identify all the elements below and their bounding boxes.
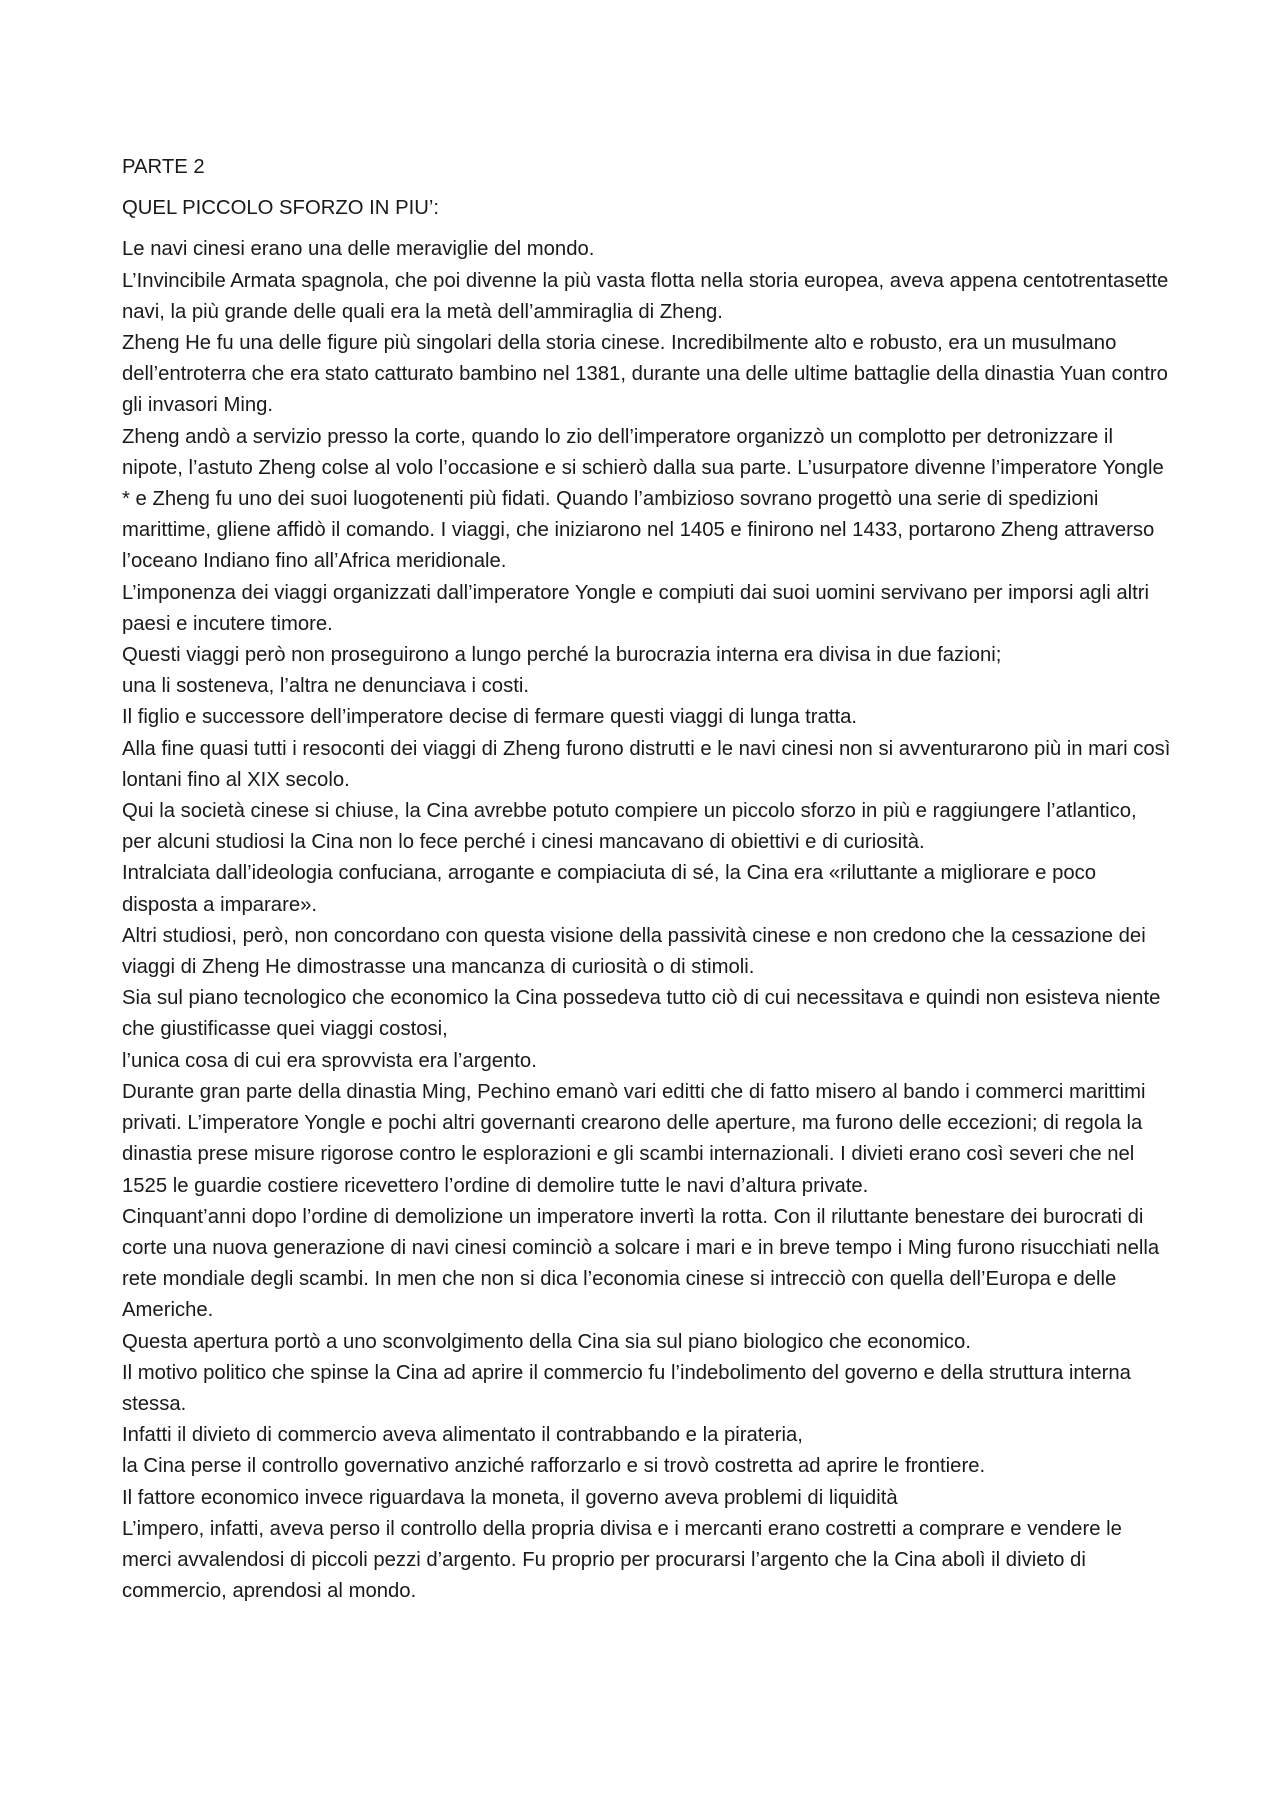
paragraph: la Cina perse il controllo governativo anziché rafforzarlo e si trovò costretta ad aprire le frontiere. <box>122 1455 986 1478</box>
document-content <box>122 152 1172 1607</box>
paragraph: Sia sul piano tecnologico che economico la Cina possedeva tutto ciò di cui necessitava e quindi non esisteva niente che giustificasse quei viaggi costosi, <box>122 987 1161 1041</box>
paragraph: L’impero, infatti, aveva perso il controllo della propria divisa e i mercanti erano costretti a comprare e vendere le merci avvalendosi di piccoli pezzi d’argento. Fu proprio per procurarsi l’argento che la Cina abolì il divieto di commercio, aprendosi al mondo. <box>122 1517 1122 1603</box>
section-title: QUEL PICCOLO SFORZO IN PIU’: <box>122 197 440 220</box>
paragraph: Zheng andò a servizio presso la corte, quando lo zio dell’imperatore organizzò un complotto per detronizzare il nipote, l’astuto Zheng colse al volo l’occasione e si schierò dalla sua parte. L’usurpatore divenne l’imperatore Yongle * e Zheng fu uno dei suoi luogotenenti più fidati. Quando l’ambizioso sovrano progettò una serie di spedizioni marittime, gliene affidò il comando. I viaggi, che iniziarono nel 1405 e finirono nel 1433, portarono Zheng attraverso l’oceano Indiano fino all’Africa meridionale. <box>122 425 1164 573</box>
paragraph: Infatti il divieto di commercio aveva alimentato il contrabbando e la pirateria, <box>122 1424 803 1447</box>
paragraph: Intralciata dall’ideologia confuciana, arrogante e compiaciuta di sé, la Cina era «riluttante a migliorare e poco disposta a imparare». <box>122 862 1097 916</box>
paragraph: Qui la società cinese si chiuse, la Cina avrebbe potuto compiere un piccolo sforzo in più e raggiungere l’atlantico, <box>122 800 1137 823</box>
paragraph: Durante gran parte della dinastia Ming, Pechino emanò vari editti che di fatto misero al bando i commerci marittimi privati. L’imperatore Yongle e pochi altri governanti crearono delle aperture, ma furono delle eccezioni; di regola la dinastia prese misure rigorose contro le esplorazioni e gli scambi internazionali. I divieti erano così severi che nel 1525 le guardie costiere ricevettero l’ordine di demolire tutte le navi d’altura private. <box>122 1080 1146 1197</box>
paragraph: per alcuni studiosi la Cina non lo fece perché i cinesi mancavano di obiettivi e di curiosità. <box>122 831 925 854</box>
paragraph: Il fattore economico invece riguardava la moneta, il governo aveva problemi di liquidità <box>122 1486 898 1509</box>
paragraph: Cinquant’anni dopo l’ordine di demolizione un imperatore invertì la rotta. Con il riluttante benestare dei burocrati di corte una nuova generazione di navi cinesi cominciò a solcare i mari e in breve tempo i Ming furono risucchiati nella rete mondiale degli scambi. In men che non si dica l’economia cinese si intrecciò con quella dell’Europa e delle Americhe. <box>122 1205 1160 1322</box>
paragraph: Le navi cinesi erano una delle meraviglie del mondo. <box>122 238 595 261</box>
paragraph: Zheng He fu una delle figure più singolari della storia cinese. Incredibilmente alto e robusto, era un musulmano dell’entroterra che era stato catturato bambino nel 1381, durante una delle ultime battaglie della dinastia Yuan contro gli invasori Ming. <box>122 332 1168 417</box>
part-label: PARTE 2 <box>122 156 205 178</box>
paragraph: Altri studiosi, però, non concordano con questa visione della passività cinese e non credono che la cessazione dei viaggi di Zheng He dimostrasse una mancanza di curiosità o di stimoli. <box>122 924 1146 979</box>
paragraph: Questa apertura portò a uno sconvolgimento della Cina sia sul piano biologico che economico. <box>122 1330 971 1353</box>
paragraph: una li sosteneva, l’altra ne denunciava i costi. <box>122 675 529 698</box>
paragraph: Il motivo politico che spinse la Cina ad aprire il commercio fu l’indebolimento del governo e della struttura interna stessa. <box>122 1361 1131 1415</box>
paragraph: l’unica cosa di cui era sprovvista era l’argento. <box>122 1049 537 1072</box>
paragraph: Il figlio e successore dell’imperatore decise di fermare questi viaggi di lunga tratta. <box>122 706 857 729</box>
paragraph: Alla fine quasi tutti i resoconti dei viaggi di Zheng furono distrutti e le navi cinesi non si avventurarono più in mari così lontani fino al XIX secolo. <box>122 737 1171 791</box>
paragraph: Questi viaggi però non proseguirono a lungo perché la burocrazia interna era divisa in due fazioni; <box>122 644 1002 667</box>
body-text <box>122 234 1172 1607</box>
paragraph: L’imponenza dei viaggi organizzati dall’imperatore Yongle e compiuti dai suoi uomini servivano per imporsi agli altri paesi e incutere timore. <box>122 581 1150 635</box>
paragraph: L’Invincibile Armata spagnola, che poi divenne la più vasta flotta nella storia europea, aveva appena centotrentasette navi, la più grande delle quali era la metà dell’ammiraglia di Zheng. <box>122 269 1169 323</box>
